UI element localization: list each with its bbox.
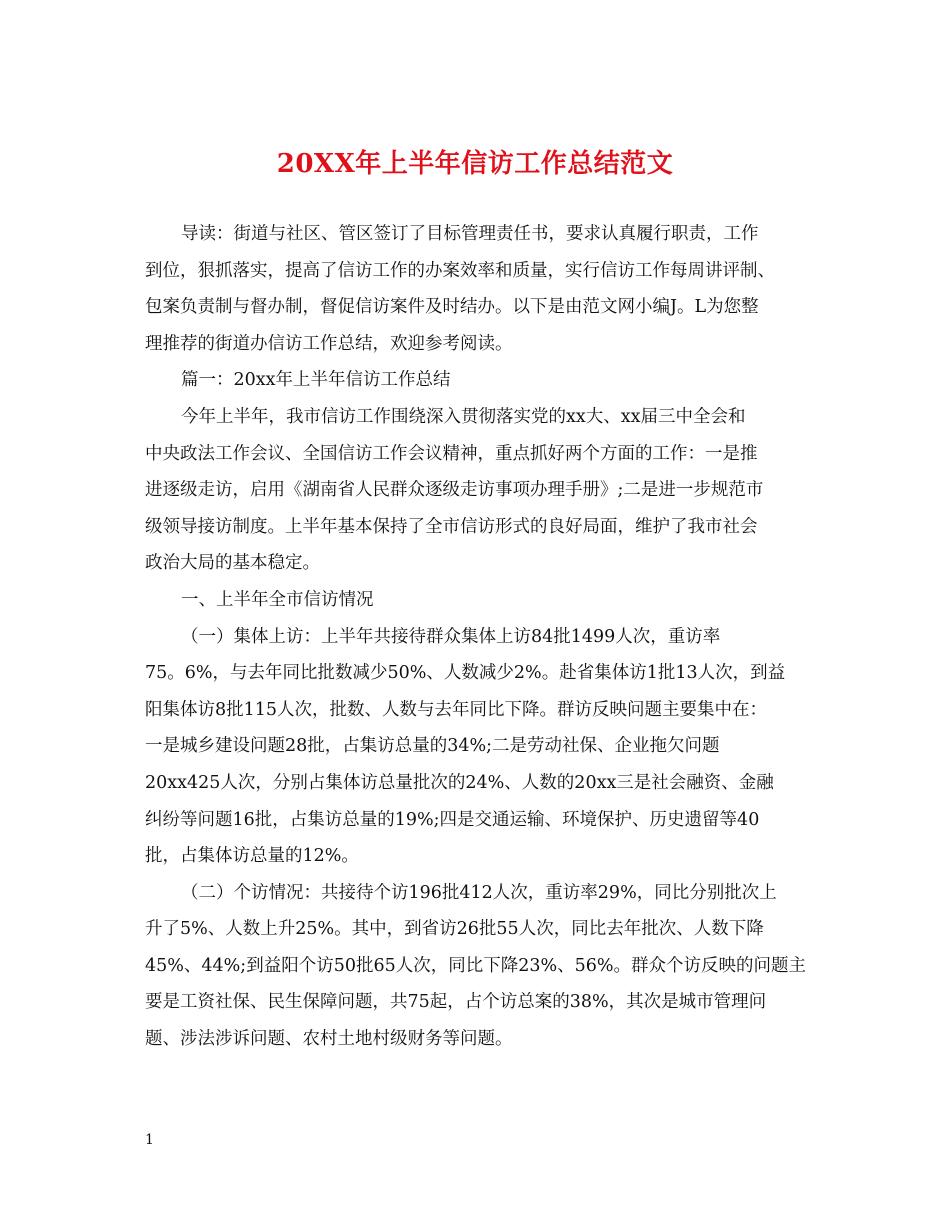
- paragraph-line: 政治大局的基本稳定。: [145, 553, 320, 574]
- paragraph-line: 45%、44%;到益阳个访50批65人次，同比下降23%、56%。群众个访反映的问题主: [145, 955, 807, 976]
- paragraph-line: 纠纷等问题16批，占集访总量的19%;四是交通运输、环境保护、历史遗留等40: [145, 809, 760, 830]
- paragraph-line: 一是城乡建设问题28批，占集访总量的34%;二是劳动社保、企业拖欠问题: [145, 736, 720, 757]
- document-title: 20XX年上半年信访工作总结范文: [276, 149, 674, 179]
- paragraph-line: 升了5%、人数上升25%。其中，到省访26批55人次，同比去年批次、人数下降: [145, 919, 764, 940]
- section-heading: 一、上半年全市信访情况: [181, 589, 374, 610]
- document-body: [145, 216, 807, 1058]
- paragraph-line: 75。6%，与去年同比批数减少50%、人数减少2%。赴省集体访1批13人次，到益: [145, 663, 786, 684]
- section-heading: 篇一：20xx年上半年信访工作总结: [181, 370, 451, 391]
- paragraph-line: （二）个访情况：共接待个访196批412人次，重访率29%，同比分别批次上: [181, 882, 777, 903]
- paragraph-line: （一）集体上访：上半年共接待群众集体上访84批1499人次，重访率: [181, 626, 721, 647]
- paragraph-line: 题、涉法涉诉问题、农村土地村级财务等问题。: [145, 1029, 513, 1050]
- paragraph-line: 20xx425人次，分别占集体访总量批次的24%、人数的20xx三是社会融资、金融: [145, 772, 774, 793]
- paragraph-line: 中央政法工作会议、全国信访工作会议精神，重点抓好两个方面的工作：一是推: [145, 443, 758, 464]
- paragraph-line: 导读：街道与社区、管区签订了目标管理责任书，要求认真履行职责，工作: [181, 224, 759, 244]
- paragraph-line: 要是工资社保、民生保障问题，共75起，占个访总案的38%，其次是城市管理问: [145, 992, 767, 1013]
- paragraph-line: 批，占集体访总量的12%。: [145, 846, 359, 867]
- page-number: 1: [145, 1132, 154, 1148]
- paragraph-line: 阳集体访8批115人次，批数、人数与去年同比下降。群访反映问题主要集中在：: [145, 699, 768, 720]
- paragraph-line: 到位，狠抓落实，提高了信访工作的办案效率和质量，实行信访工作每周讲评制、: [145, 260, 775, 281]
- paragraph-line: 进逐级走访，启用《湖南省人民群众逐级走访事项办理手册》;二是进一步规范市: [145, 480, 764, 501]
- paragraph-line: 包案负责制与督办制，督促信访案件及时结办。以下是由范文网小编J。L为您整: [145, 297, 759, 318]
- paragraph-line: 今年上半年，我市信访工作围绕深入贯彻落实党的xx大、xx届三中全会和: [181, 406, 746, 427]
- paragraph-line: 级领导接访制度。上半年基本保持了全市信访形式的良好局面，维护了我市社会: [145, 516, 758, 537]
- paragraph-line: 理推荐的街道办信访工作总结，欢迎参考阅读。: [145, 333, 513, 354]
